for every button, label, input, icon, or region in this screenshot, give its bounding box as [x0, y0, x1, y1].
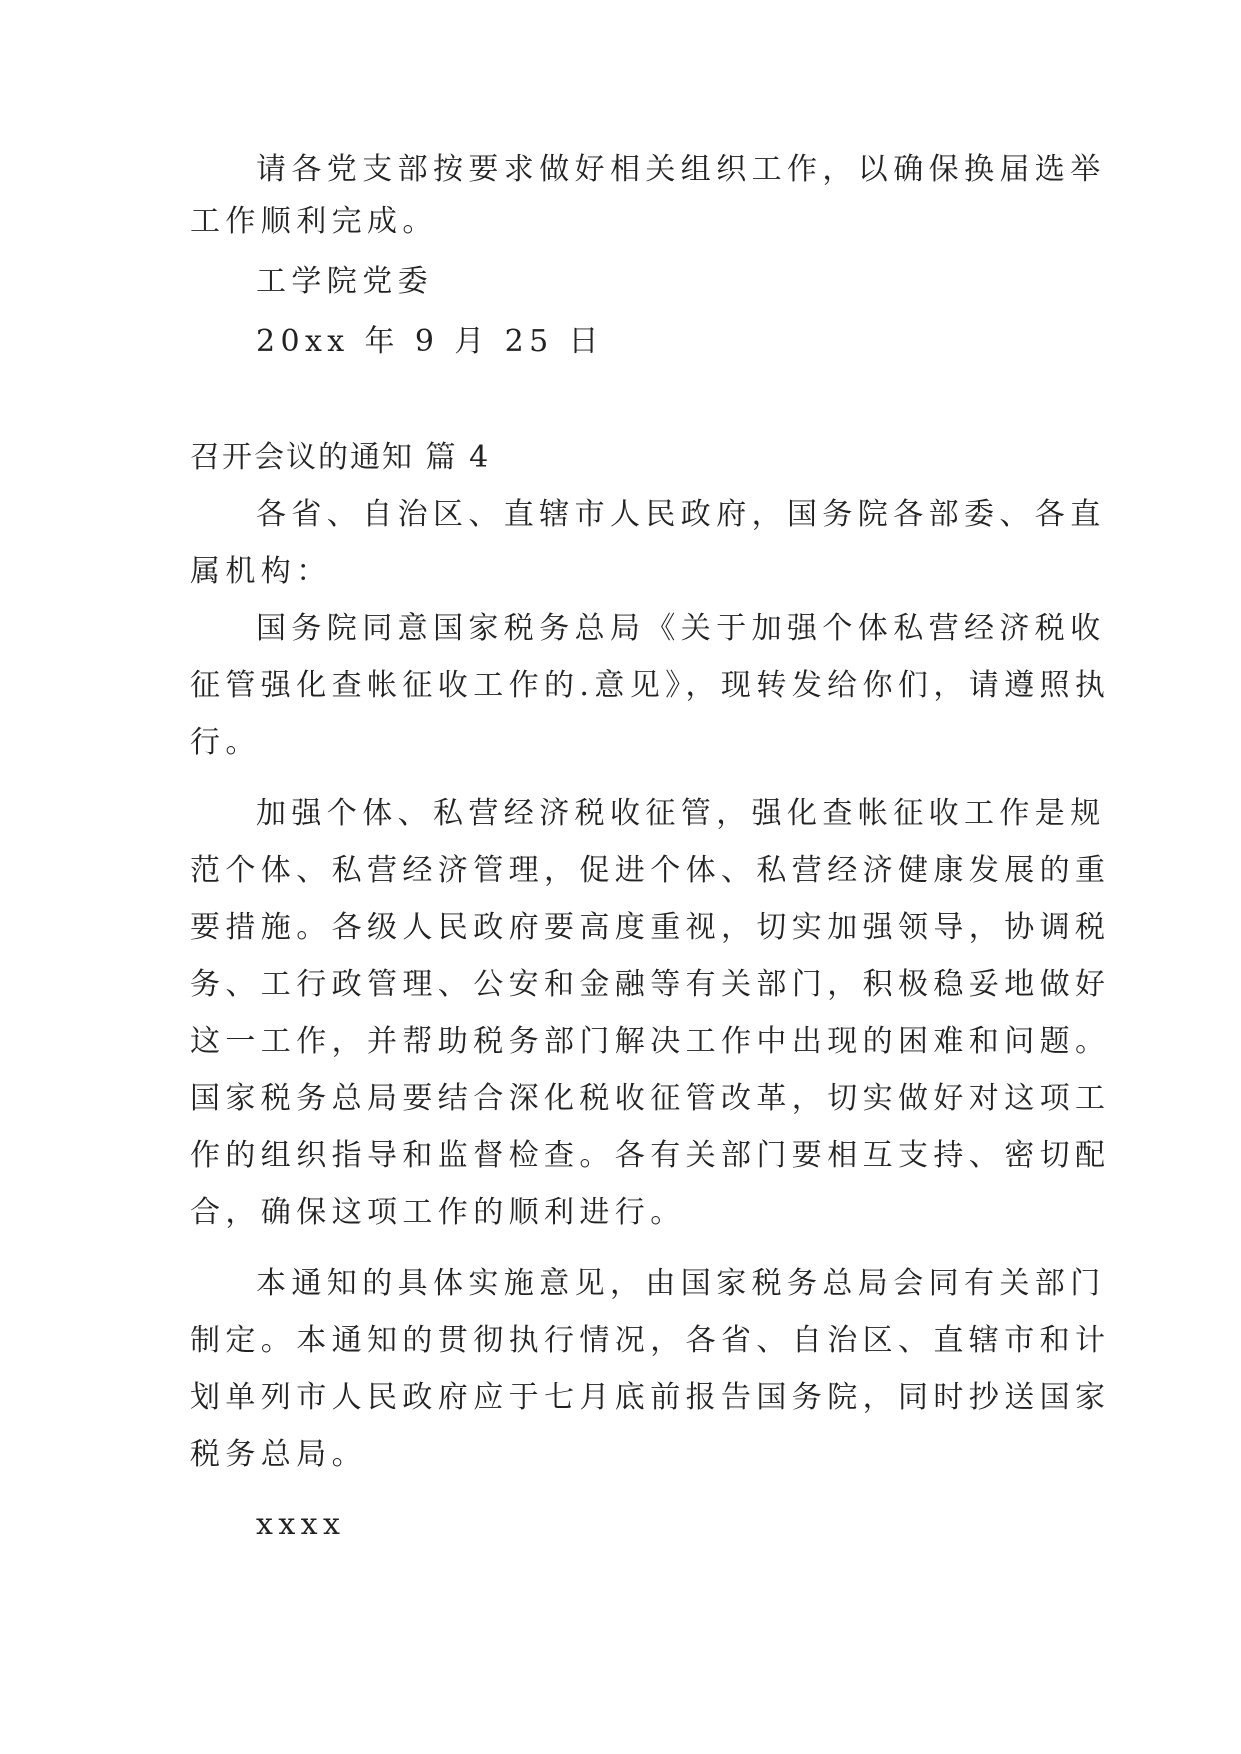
paragraph-2-line-3: 要措施。各级人民政府要高度重视，切实加强领导，协调税: [190, 910, 1111, 945]
paragraph-1-line-1: 国务院同意国家税务总局《关于加强个体私营经济税收: [256, 611, 1106, 646]
date-prev: 20xx 年 9 月 25 日: [256, 324, 604, 359]
paragraph-2-line-4: 务、工行政管理、公安和金融等有关部门，积极稳妥地做好: [190, 967, 1111, 1002]
signature-prev: 工学院党委: [256, 264, 433, 299]
signature: xxxx: [256, 1507, 346, 1542]
paragraph-2-line-6: 国家税务总局要结合深化税收征管改革，切实做好对这项工: [190, 1081, 1111, 1116]
section-heading: 召开会议的通知 篇 4: [190, 440, 491, 475]
address-line-2: 属机构：: [190, 554, 332, 589]
paragraph-2-line-2: 范个体、私营经济管理，促进个体、私营经济健康发展的重: [190, 853, 1111, 888]
paragraph-1-line-3: 行。: [190, 725, 261, 760]
paragraph-2-line-7: 作的组织指导和监督检查。各有关部门要相互支持、密切配: [190, 1138, 1111, 1173]
paragraph-2-line-5: 这一工作，并帮助税务部门解决工作中出现的困难和问题。: [190, 1024, 1111, 1059]
paragraph-3-line-1: 本通知的具体实施意见，由国家税务总局会同有关部门: [256, 1266, 1106, 1301]
paragraph-2-line-8: 合，确保这项工作的顺利进行。: [190, 1195, 686, 1230]
closing-line-1: 请各党支部按要求做好相关组织工作，以确保换届选举: [256, 152, 1106, 187]
paragraph-3-line-3: 划单列市人民政府应于七月底前报告国务院，同时抄送国家: [190, 1380, 1111, 1415]
paragraph-3-line-2: 制定。本通知的贯彻执行情况，各省、自治区、直辖市和计: [190, 1323, 1111, 1358]
address-line-1: 各省、自治区、直辖市人民政府，国务院各部委、各直: [256, 497, 1106, 532]
paragraph-3-line-4: 税务总局。: [190, 1437, 367, 1472]
paragraph-1-line-2: 征管强化查帐征收工作的.意见》，现转发给你们，请遵照执: [190, 668, 1111, 703]
closing-line-2: 工作顺利完成。: [190, 204, 438, 239]
paragraph-2-line-1: 加强个体、私营经济税收征管，强化查帐征收工作是规: [256, 796, 1106, 831]
